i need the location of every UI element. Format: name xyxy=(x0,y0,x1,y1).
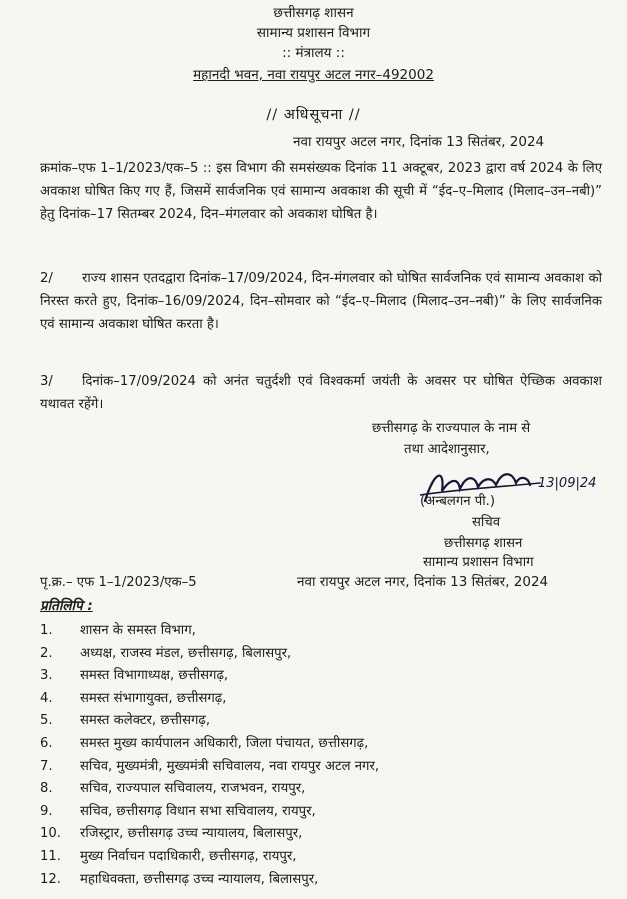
list-item: 2. अध्यक्ष, राजस्व मंडल, छत्तीसगढ़, बिलासपुर, xyxy=(40,645,292,661)
copy-heading: प्रतिलिपि : xyxy=(40,598,93,614)
endorsement-date: नवा रायपुर अटल नगर, दिनांक 13 सितंबर, 2024 xyxy=(297,574,549,590)
list-item: 6. समस्त मुख्य कार्यपालन अधिकारी, जिला पंचायत, छत्तीसगढ़, xyxy=(40,735,369,751)
paragraph-3 xyxy=(40,370,602,416)
signatory-state: छत्तीसगढ़ शासन xyxy=(444,536,523,551)
notification-title: // अधिसूचना // xyxy=(266,107,361,123)
paragraph-2 xyxy=(40,267,602,336)
paragraph-2-text: राज्य शासन एतदद्वारा दिनांक–17/09/2024, दिन-मंगलवार को घोषित सार्वजनिक एवं सामान्य अवकाश को निरस्त करते हुए, दिनांक–16/09/2024, दिन–सोमवार को “ईद–ए–मिलाद (मिलाद–उन–नबी)” के लिए सार्वजनिक एवं सामान्य अवकाश घोषित करता है। xyxy=(40,271,602,332)
paragraph-1 xyxy=(40,157,602,226)
paragraph-2-number: 2/ xyxy=(40,271,53,286)
list-item: 12. महाधिवक्ता, छत्तीसगढ़ उच्च न्यायालय, बिलासपुर, xyxy=(40,871,319,887)
header-address: महानदी भवन, नवा रायपुर अटल नगर–492002 xyxy=(193,67,434,83)
list-item: 10. रजिस्ट्रार, छत्तीसगढ़ उच्च न्यायालय, बिलासपुर, xyxy=(40,826,303,842)
list-item: 3. समस्त विभागाध्यक्ष, छत्तीसगढ़, xyxy=(40,668,229,684)
signatory-name: (अन्बलगन पी.) xyxy=(420,494,496,509)
list-item: 1. शासन के समस्त विभाग, xyxy=(40,623,196,638)
list-item: 5. समस्त कलेक्टर, छत्तीसगढ़, xyxy=(40,713,211,729)
list-item: 11. मुख्य निर्वाचन पदाधिकारी, छत्तीसगढ़, रायपुर, xyxy=(40,848,297,864)
paragraph-3-number: 3/ xyxy=(40,374,53,389)
list-item: 8. सचिव, राज्यपाल सचिवालय, राजभवन, रायपुर, xyxy=(40,781,306,797)
distribution-list xyxy=(40,620,600,891)
issue-dateline: नवा रायपुर अटल नगर, दिनांक 13 सितंबर, 2024 xyxy=(293,134,545,150)
signature-line-2: तथा आदेशानुसार, xyxy=(404,442,490,457)
header-department: सामान्य प्रशासन विभाग xyxy=(256,25,371,41)
endorsement-reference: पृ.क्र.– एफ 1–1/2023/एक–5 xyxy=(40,575,197,590)
signatory-designation: सचिव xyxy=(472,515,501,530)
list-item: 9. सचिव, छत्तीसगढ़ विधान सभा सचिवालय, रायपुर, xyxy=(40,803,316,819)
paragraph-3-text: दिनांक–17/09/2024 को अनंत चतुर्दशी एवं विश्वकर्मा जयंती के अवसर पर घोषित ऐच्छिक अवकाश यथावत रहेंगे। xyxy=(40,374,602,412)
signatory-department: सामान्य प्रशासन विभाग xyxy=(423,555,534,570)
list-item: 7. सचिव, मुख्यमंत्री, मुख्यमंत्री सचिवालय, नवा रायपुर अटल नगर, xyxy=(40,758,380,774)
list-item: 4. समस्त संभागायुक्त, छत्तीसगढ़, xyxy=(40,690,227,706)
paragraph-1-text: क्रमांक–एफ 1–1/2023/एक–5 :: इस विभाग की समसंख्यक दिनांक 11 अक्टूबर, 2023 द्वारा वर्ष 2024 के लिए अवकाश घोषित किए गए हैं, जिसमें सार्वजनिक एवं सामान्य अवकाश की सूची में “ईद–ए–मिलाद (मिलाद–उन–नबी)” हेतु दिनांक–17 सितम्बर 2024, दिन–मंगलवार को अवकाश घोषित है। xyxy=(40,161,602,222)
header-office: :: मंत्रालय :: xyxy=(282,45,345,61)
header-state: छत्तीसगढ़ शासन xyxy=(273,5,354,21)
signature-line-1: छत्तीसगढ़ के राज्यपाल के नाम से xyxy=(372,421,531,436)
handwritten-date: 13|09|24 xyxy=(538,476,597,491)
